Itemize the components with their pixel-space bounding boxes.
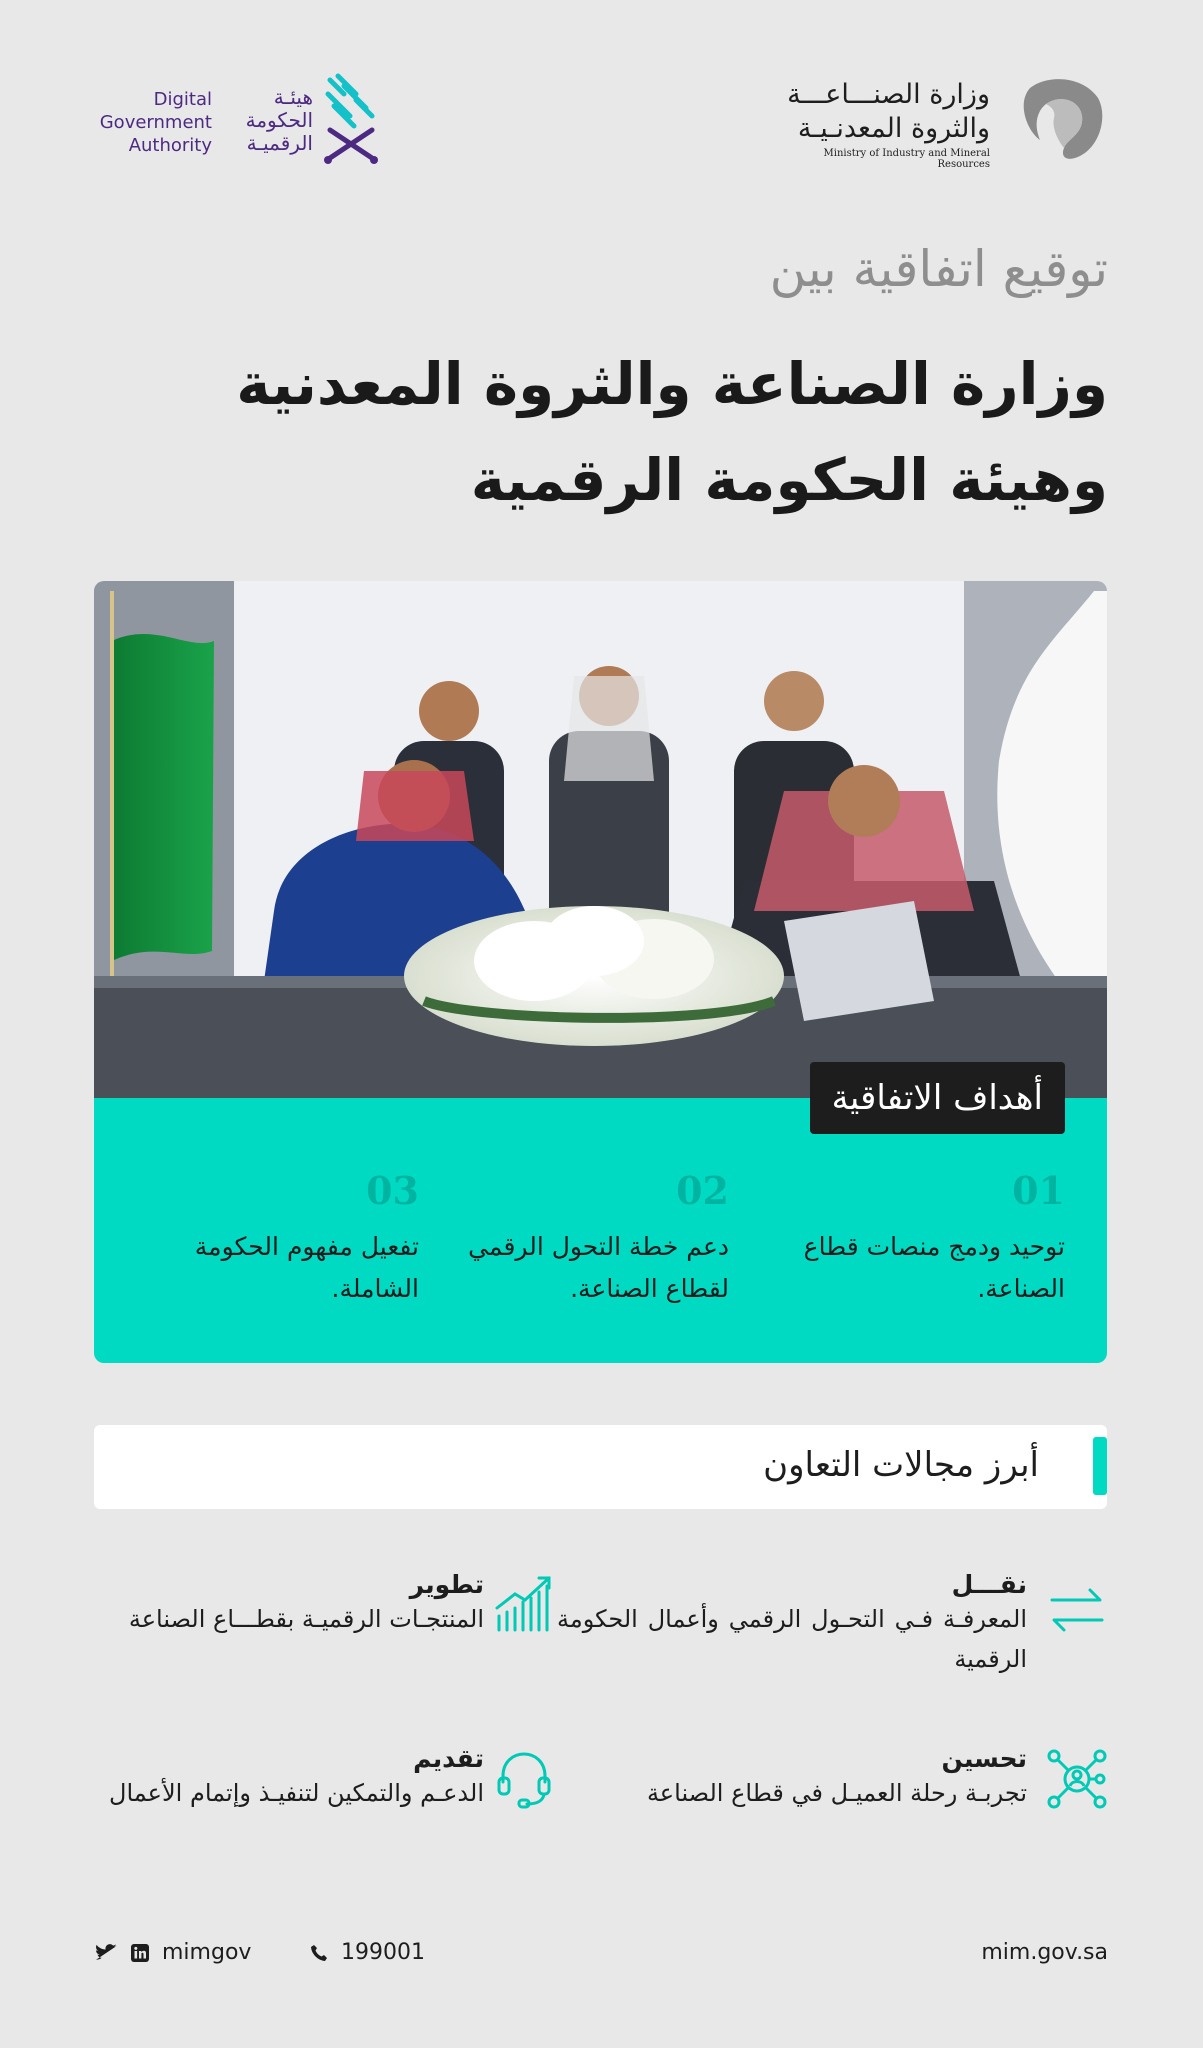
- ministry-logo: [778, 68, 1108, 168]
- cooperation-item-develop: [94, 1570, 484, 1639]
- area-body: المنتجـات الرقميـة بقطـــاع الصناعة: [128, 1605, 484, 1633]
- phone-text: 199001: [341, 1940, 425, 1965]
- goal-text: تفعيل مفهوم الحكومة الشاملة.: [194, 1232, 419, 1303]
- goal-item-02: [429, 1168, 729, 1310]
- dga-logo: [92, 72, 392, 172]
- growth-chart-icon: [493, 1572, 555, 1634]
- goal-item-03: [119, 1168, 419, 1310]
- accent-bar: [1093, 1437, 1107, 1495]
- goal-number: 03: [366, 1168, 419, 1213]
- area-body: المعرفـة فـي التحـول الرقمي وأعمال الحكومة الرقمية: [557, 1605, 1027, 1673]
- main-title-line2: وهيئة الحكومة الرقمية: [470, 446, 1108, 514]
- goal-number: 02: [676, 1168, 729, 1213]
- area-heading: تقديم: [413, 1744, 484, 1773]
- twitter-icon[interactable]: [96, 1944, 118, 1962]
- website-link[interactable]: mim.gov.sa: [981, 1940, 1108, 1965]
- transfer-arrows-icon: [1046, 1580, 1108, 1642]
- phone-number[interactable]: [310, 1940, 425, 1965]
- goal-text: توحيد ودمج منصات قطاع الصناعة.: [803, 1232, 1065, 1303]
- goals-panel: [94, 1078, 1107, 1363]
- ministry-mark-icon: [1008, 68, 1108, 168]
- goal-item-01: [765, 1168, 1065, 1310]
- intro-heading: توقيع اتفاقية بين: [769, 240, 1108, 298]
- area-heading: تحسين: [941, 1744, 1027, 1773]
- cooperation-item-provide: [94, 1744, 484, 1813]
- goal-text: دعم خطة التحول الرقمي لقطاع الصناعة.: [468, 1232, 729, 1303]
- linkedin-icon[interactable]: [131, 1944, 149, 1962]
- dga-name-en: Digital Government Authority: [99, 89, 212, 156]
- ministry-name-line1: وزارة الصنـــاعـــة: [787, 79, 990, 110]
- goals-tag: أهداف الاتفاقية: [810, 1062, 1065, 1134]
- ministry-name-en: Ministry of Industry and Mineral Resources: [823, 148, 990, 170]
- social-handle-text: mimgov: [162, 1940, 252, 1965]
- area-heading: نقـــل: [951, 1570, 1027, 1599]
- area-body: تجربـة رحلة العميـل في قطاع الصناعة: [646, 1779, 1027, 1807]
- cooperation-item-improve: [557, 1744, 1027, 1813]
- dga-name-ar: هيئـة الحكومة الرقميـة: [245, 85, 313, 155]
- phone-icon: [310, 1944, 328, 1962]
- cooperation-header: [94, 1425, 1107, 1509]
- main-title-line1: وزارة الصناعة والثروة المعدنية: [236, 350, 1108, 418]
- cooperation-title: أبرز مجالات التعاون: [763, 1445, 1039, 1485]
- customer-network-icon: [1046, 1748, 1108, 1810]
- headset-icon: [493, 1748, 555, 1810]
- goal-number: 01: [1012, 1168, 1065, 1213]
- social-handles[interactable]: [96, 1940, 251, 1965]
- area-body: الدعـم والتمكين لتنفيـذ وإتمام الأعمال: [109, 1779, 484, 1807]
- ministry-name-line2: والثروة المعدنـيـة: [797, 113, 990, 144]
- area-heading: تطوير: [409, 1570, 484, 1599]
- dga-mark-icon: [320, 72, 382, 166]
- cooperation-item-transfer: [557, 1570, 1027, 1679]
- signing-ceremony-photo: [94, 581, 1107, 1098]
